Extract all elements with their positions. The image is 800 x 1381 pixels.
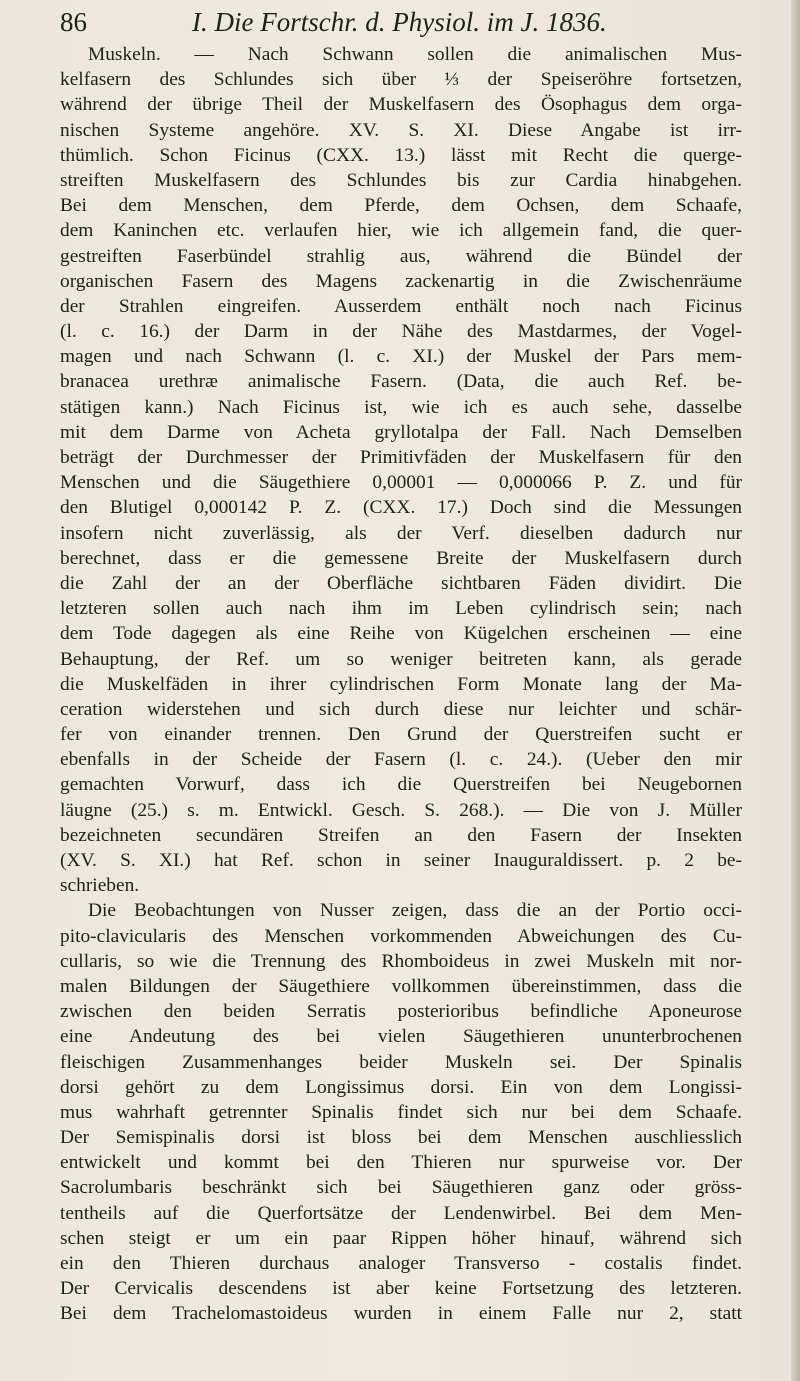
text-line: der Strahlen eingreifen. Ausserdem enthält noch nach Ficinus — [60, 295, 742, 317]
text-line: Der Semispinalis dorsi ist bloss bei dem Menschen auschliesslich — [60, 1127, 742, 1149]
text-line: Muskeln. — Nach Schwann sollen die animalischen Mus- — [88, 44, 742, 65]
text-line: letzteren sollen auch nach ihm im Leben cylindrisch sein; nach — [60, 598, 742, 620]
text-line: gemachten Vorwurf, dass ich die Querstreifen bei Neugebornen — [60, 774, 742, 796]
text-line: den Blutigel 0,000142 P. Z. (CXX. 17.) Doch sind die Messungen — [60, 497, 742, 519]
text-line: thümlich. Schon Ficinus (CXX. 13.) lässt mit Recht die querge- — [60, 144, 742, 166]
text-line: beträgt der Durchmesser der Primitivfäden der Muskelfasern für den — [60, 447, 742, 468]
text-line: nischen Systeme angehöre. XV. S. XI. Diese Angabe ist irr- — [60, 119, 742, 141]
text-line: bezeichneten secundären Streifen an den Fasern der Insekten — [60, 824, 742, 846]
text-line: fleischigen Zusammenhanges beider Muskeln sei. Der Spinalis — [60, 1051, 742, 1073]
text-line: Der Cervicalis descendens ist aber keine Fortsetzung des letzteren. — [60, 1278, 742, 1300]
text-line: organischen Fasern des Magens zackenartig in die Zwischenräume — [60, 270, 742, 292]
text-line: streiften Muskelfasern des Schlundes bis zur Cardia hinabgehen. — [60, 169, 742, 191]
text-line: zwischen den beiden Serratis posterioribus befindliche Aponeurose — [60, 1001, 742, 1023]
text-line: Sacrolumbaris beschränkt sich bei Säugethieren ganz oder gröss- — [60, 1177, 742, 1199]
text-line: Menschen und die Säugethiere 0,00001 — 0,000066 P. Z. und für — [60, 472, 742, 494]
text-line: eine Andeutung des bei vielen Säugethieren ununterbrochenen — [60, 1026, 742, 1048]
text-line: (l. c. 16.) der Darm in der Nähe des Mastdarmes, der Vogel- — [60, 321, 742, 343]
text-line: während der übrige Theil der Muskelfasern des Ösophagus dem orga- — [60, 94, 742, 116]
text-line: fer von einander trennen. Den Grund der Querstreifen sucht er — [60, 724, 742, 746]
page-number: 86 — [60, 7, 87, 37]
text-line: berechnet, dass er die gemessene Breite der Muskelfasern durch — [60, 547, 742, 569]
text-line: ein den Thieren durchaus analoger Transverso - costalis findet. — [60, 1253, 742, 1274]
text-line: schen steigt er um ein paar Rippen höher hinauf, während sich — [60, 1227, 742, 1249]
text-line: mit dem Darme von Acheta gryllotalpa der Fall. Nach Demselben — [60, 421, 742, 443]
page-edge-shadow — [791, 0, 800, 1381]
text-line: ceration widerstehen und sich durch diese nur leichter und schär- — [60, 698, 742, 720]
text-line: pito-clavicularis des Menschen vorkommenden Abweichungen des Cu- — [60, 925, 742, 947]
text-line: dorsi gehört zu dem Longissimus dorsi. Ein von dem Longissi- — [60, 1076, 742, 1098]
text-line: Die Beobachtungen von Nusser zeigen, dass die an der Portio occi- — [88, 900, 742, 922]
text-line: gestreiften Faserbündel strahlig aus, während die Bündel der — [60, 245, 742, 267]
text-line: dem Kaninchen etc. verlaufen hier, wie ich allgemein fand, die quer- — [60, 220, 742, 242]
text-line: läugne (25.) s. m. Entwickl. Gesch. S. 268.). — Die von J. Müller — [60, 799, 742, 821]
text-line: entwickelt und kommt bei den Thieren nur spurweise vor. Der — [60, 1152, 742, 1174]
text-line: Behauptung, der Ref. um so weniger beitreten kann, als gerade — [60, 648, 742, 670]
text-line: die Muskelfäden in ihrer cylindrischen Form Monate lang der Ma- — [60, 673, 742, 695]
text-line: tentheils auf die Querfortsätze der Lendenwirbel. Bei dem Men- — [60, 1202, 742, 1224]
text-line: kelfasern des Schlundes sich über ⅓ der Speiseröhre fortsetzen, — [60, 69, 742, 91]
text-line: ebenfalls in der Scheide der Fasern (l. c. 24.). (Ueber den mir — [60, 749, 742, 771]
text-line: mus wahrhaft getrennter Spinalis findet sich nur bei dem Schaafe. — [60, 1101, 742, 1123]
text-line: magen und nach Schwann (l. c. XI.) der Muskel der Pars mem- — [60, 346, 742, 368]
text-line: stätigen kann.) Nach Ficinus ist, wie ich es auch sehe, dasselbe — [60, 396, 742, 418]
text-line: (XV. S. XI.) hat Ref. schon in seiner Inauguraldissert. p. 2 be- — [60, 850, 742, 871]
page-body — [60, 42, 742, 1327]
paragraph-muskeln — [60, 42, 742, 898]
text-line: branacea urethræ animalische Fasern. (Data, die auch Ref. be- — [60, 371, 742, 393]
text-line: Bei dem Trachelomastoideus wurden in einem Falle nur 2, statt — [60, 1303, 742, 1325]
text-line: cullaris, so wie die Trennung des Rhomboideus in zwei Muskeln mit nor- — [60, 950, 742, 972]
text-line: schrieben. — [60, 875, 140, 897]
text-line: malen Bildungen der Säugethiere vollkommen übereinstimmen, dass die — [60, 975, 742, 997]
text-line: Bei dem Menschen, dem Pferde, dem Ochsen, dem Schaafe, — [60, 195, 742, 217]
text-line: die Zahl der an der Oberfläche sichtbaren Fäden dividirt. Die — [60, 572, 742, 594]
page-header — [60, 4, 740, 40]
paragraph-nusser — [60, 898, 742, 1326]
text-line: insofern nicht zuverlässig, als der Verf. dieselben dadurch nur — [60, 522, 742, 544]
text-line: dem Tode dagegen als eine Reihe von Kügelchen erscheinen — eine — [60, 623, 742, 645]
running-head: I. Die Fortschr. d. Physiol. im J. 1836. — [192, 7, 607, 37]
